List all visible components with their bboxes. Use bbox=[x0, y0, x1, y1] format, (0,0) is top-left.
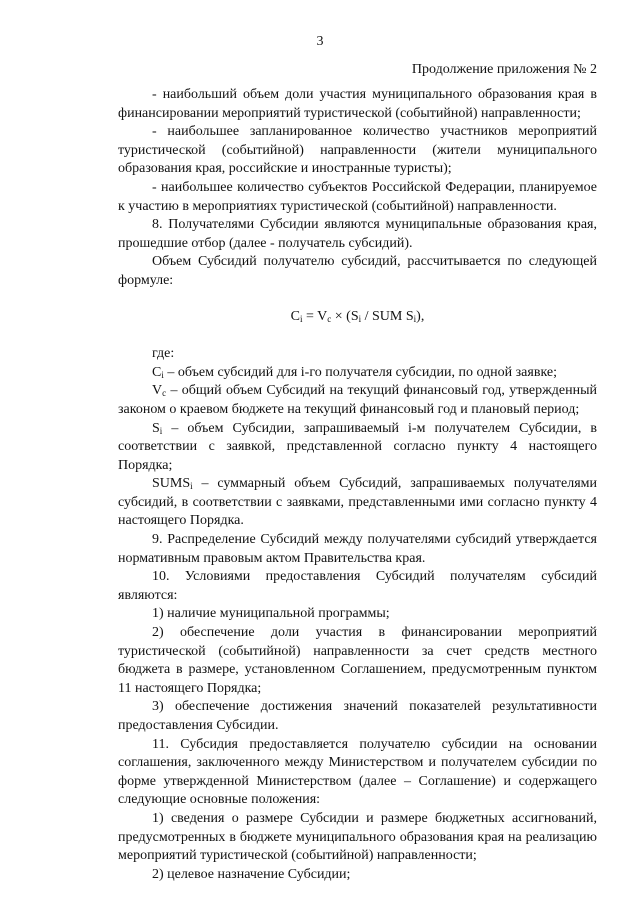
criterion-1: - наибольший объем доли участия муниципального образования края в финансировании мероприятий туристической (событийной) направленности; bbox=[118, 87, 597, 121]
definition-vc: $V_c$ – общий объем Субсидий на текущий финансовый год, утвержденный законом о краевом бюджете на текущий финансовый год и плановый период; bbox=[118, 383, 597, 417]
definition-ci: $C_i$ – объем субсидий для i-го получателя субсидии, по одной заявке; bbox=[152, 364, 557, 380]
definition-si: $S_i$ – объем Субсидии, запрашиваемый i-м получателем Субсидии, в соответствии с заявкой, представленной согласно пункту 4 настоящего Порядка; bbox=[118, 420, 597, 473]
definition-sums: $SUMS_i$ – суммарный объем Субсидий, запрашиваемых получателями субсидий, в соответствии с заявками, представленными ими согласно пункту 4 настоящего Порядка. bbox=[118, 476, 597, 529]
formula: $C_i = V_c \times (S_i$ / SUM $S_i$), bbox=[290, 308, 425, 324]
paragraph-11-item-2: 2) целевое назначение Субсидии; bbox=[152, 866, 351, 882]
paragraph-10: 10. Условиями предоставления Субсидий получателям субсидий являются: bbox=[118, 569, 597, 603]
volume-intro: Объем Субсидий получателю субсидий, рассчитывается по следующей формуле: bbox=[118, 254, 597, 288]
criterion-2: - наибольшее запланированное количество участников мероприятий туристической (событийной) направленности (жители муниципального образования края, российские и иностранные туристы); bbox=[118, 124, 597, 177]
where-label: где: bbox=[152, 346, 175, 362]
paragraph-10-item-3: 3) обеспечение достижения значений показателей результативности предоставления Субсидии. bbox=[118, 699, 597, 733]
paragraph-10-item-2: 2) обеспечение доли участия в финансировании мероприятий туристической (событийной) направленности за счет средств местного бюджета в размере, установленном Соглашением, предусмотренным пунктом 11 настоящего Порядка; bbox=[118, 625, 597, 696]
document-body bbox=[118, 86, 597, 884]
page-number: 3 bbox=[316, 34, 324, 49]
paragraph-11: 11. Субсидия предоставляется получателю субсидии на основании соглашения, заключенного между Министерством и получателем субсидии по форме утвержденной Министерством (далее – Соглашение) и содержащего следующие основные положения: bbox=[118, 736, 597, 808]
criterion-3: - наибольшее количество субъектов Российской Федерации, планируемое к участию в мероприятиях туристической (событийной) направленности. bbox=[118, 179, 597, 214]
continuation-label: Продолжение приложения № 2 bbox=[411, 62, 597, 77]
paragraph-11-item-1: 1) сведения о размере Субсидии и размере бюджетных ассигнований, предусмотренных в бюджете муниципального образования края на реализацию мероприятий туристической (событийной) направленности; bbox=[118, 810, 597, 864]
paragraph-8: 8. Получателями Субсидии являются муниципальные образования края, прошедшие отбор (далее - получатель субсидий). bbox=[118, 217, 597, 251]
paragraph-10-item-1: 1) наличие муниципальной программы; bbox=[152, 606, 390, 622]
paragraph-9: 9. Распределение Субсидий между получателями субсидий утверждается нормативным правовым актом Правительства края. bbox=[118, 532, 597, 566]
